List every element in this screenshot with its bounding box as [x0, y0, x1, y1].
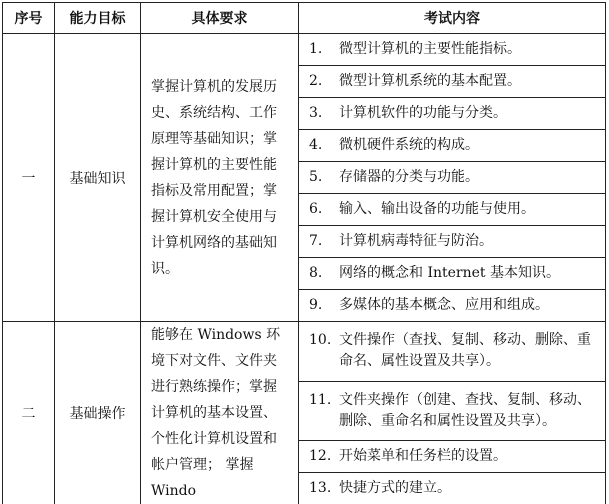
- content-item: [299, 473, 606, 504]
- header-goal: 能力目标: [55, 3, 141, 34]
- item-number: 2.: [309, 73, 323, 89]
- section-requirement: 能够在 Windows 环境下对文件、文件夹进行熟练操作；掌握计算机的基本设置、个性化计算机设置和帐户管理； 掌握 Windo: [141, 322, 299, 504]
- content-item: [299, 381, 606, 441]
- item-number: 7.: [309, 233, 323, 249]
- item-text: 文件操作（查找、复制、移动、删除、重命名、属性设置及共享）。: [339, 332, 591, 370]
- item-number: 9.: [309, 297, 323, 313]
- item-number: 11.: [309, 391, 332, 408]
- content-item: [299, 66, 606, 98]
- header-seq: 序号: [3, 3, 55, 34]
- content-item: [299, 290, 606, 322]
- item-text: 输入、输出设备的功能与使用。: [339, 201, 535, 217]
- item-text: 文件夹操作（创建、查找、复制、移动、删除、重命名和属性设置及共享）。: [339, 391, 591, 429]
- item-text: 微型计算机系统的基本配置。: [339, 73, 521, 89]
- header-requirement: 具体要求: [141, 3, 299, 34]
- content-item: [299, 441, 606, 473]
- content-item: [299, 226, 606, 258]
- item-number: 13.: [309, 480, 332, 496]
- header-row: [3, 3, 606, 34]
- section-number: 二: [3, 322, 55, 504]
- item-number: 3.: [309, 105, 323, 121]
- item-number: 6.: [309, 201, 323, 217]
- item-number: 4.: [309, 137, 323, 153]
- section-number: 一: [3, 34, 55, 322]
- item-text: 计算机病毒特征与防治。: [339, 233, 493, 249]
- content-item: [299, 34, 606, 66]
- header-content: 考试内容: [299, 3, 606, 34]
- item-text: 开始菜单和任务栏的设置。: [339, 448, 507, 464]
- table-row: [3, 34, 606, 66]
- item-text: 多媒体的基本概念、应用和组成。: [339, 297, 549, 313]
- section-goal: 基础知识: [55, 34, 141, 322]
- item-number: 10.: [309, 332, 332, 349]
- content-item: [299, 98, 606, 130]
- section-requirement: 掌握计算机的发展历史、系统结构、工作原理等基础知识；掌握计算机的主要性能指标及常用配置；掌握计算机安全使用与计算机网络的基础知识。: [141, 34, 299, 322]
- item-number: 1.: [309, 41, 323, 57]
- item-text: 存储器的分类与功能。: [339, 169, 479, 185]
- exam-syllabus-table: [2, 2, 606, 504]
- item-text: 微型计算机的主要性能指标。: [339, 41, 521, 57]
- content-item: [299, 162, 606, 194]
- item-text: 微机硬件系统的构成。: [339, 137, 479, 153]
- section-goal: 基础操作: [55, 322, 141, 504]
- item-text: 快捷方式的建立。: [339, 480, 451, 496]
- content-item: [299, 194, 606, 226]
- table-row: [3, 322, 606, 382]
- item-text: 计算机软件的功能与分类。: [339, 105, 507, 121]
- item-number: 8.: [309, 265, 323, 281]
- item-number: 12.: [309, 448, 332, 464]
- content-item: [299, 322, 606, 382]
- item-number: 5.: [309, 169, 323, 185]
- content-item: [299, 258, 606, 290]
- content-item: [299, 130, 606, 162]
- item-text: 网络的概念和 Internet 基本知识。: [339, 265, 560, 281]
